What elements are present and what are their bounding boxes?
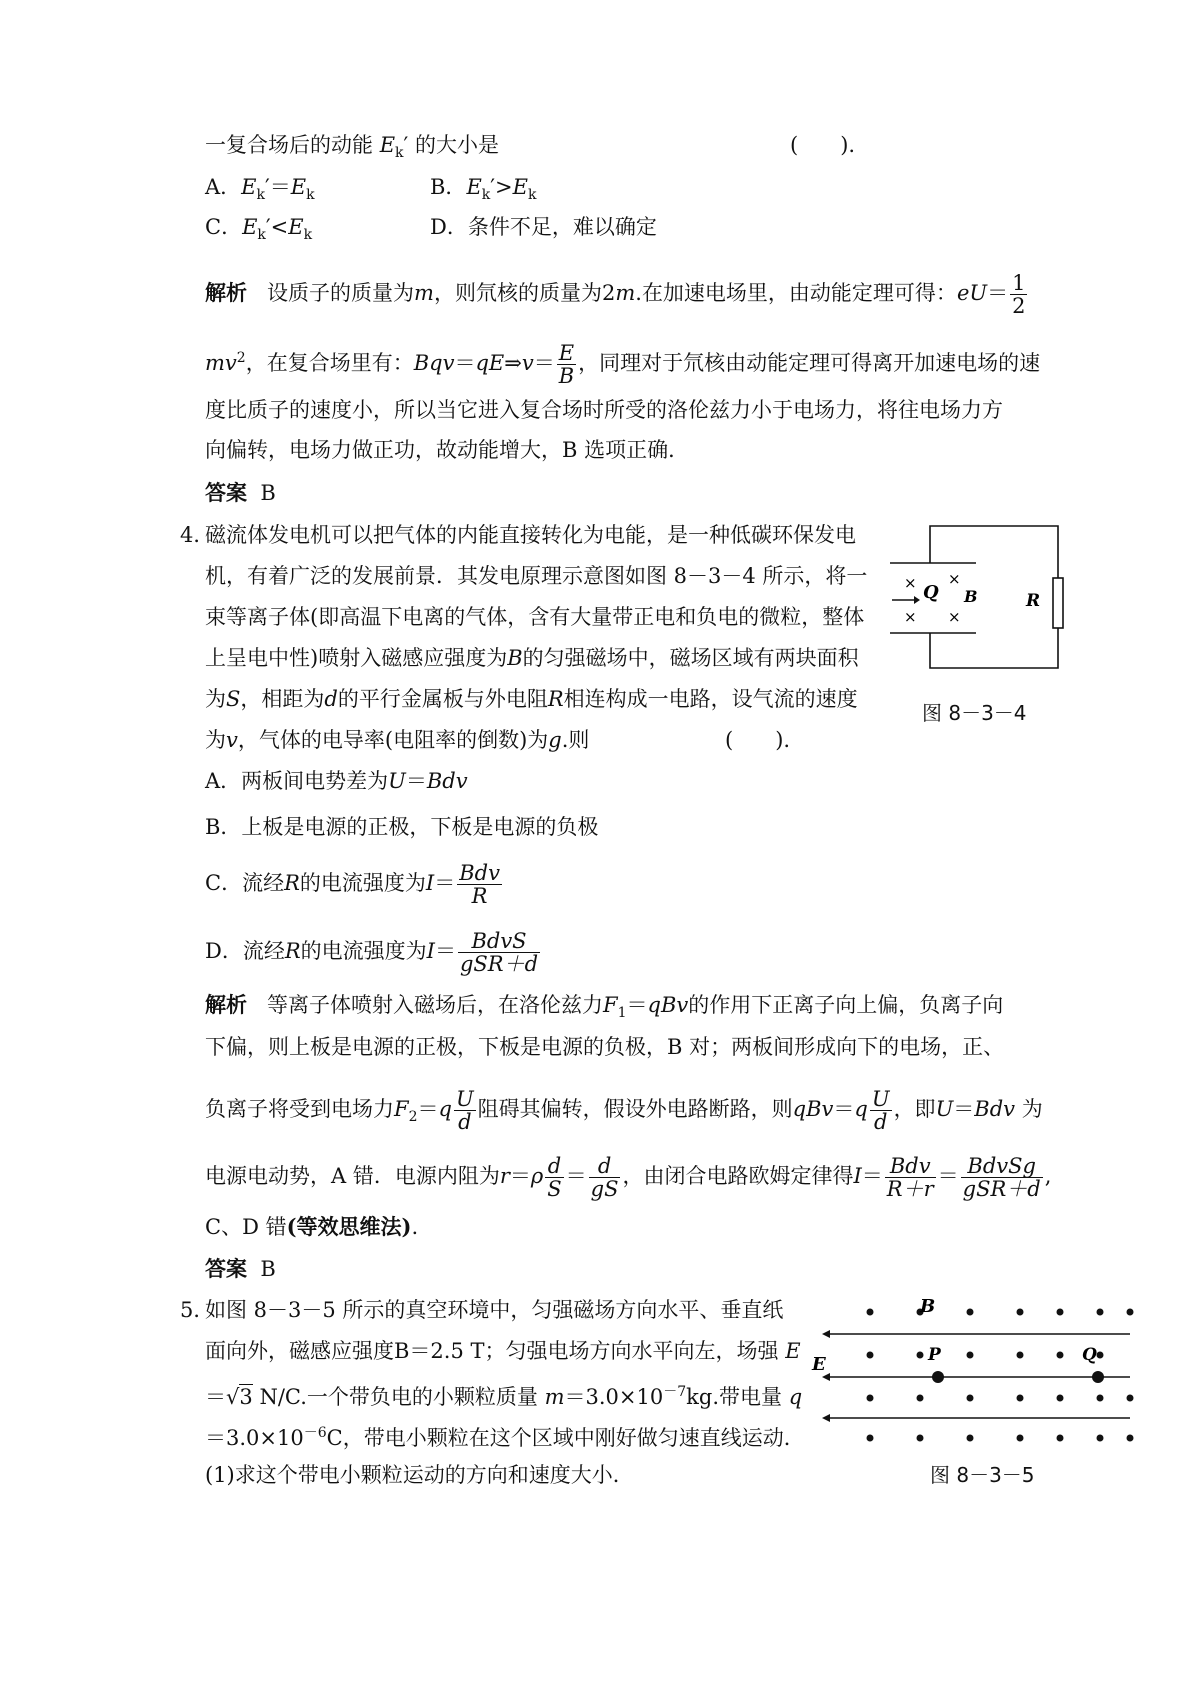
q4-option-d-text: D．流经: [205, 939, 285, 963]
q4-text: 的平行金属板与外电阻: [337, 687, 548, 711]
figure-8-3-5: [810, 1292, 1140, 1452]
figure-8-3-5-caption: 图 8－3－5: [930, 1463, 1035, 1487]
q4-analysis-line-5: [205, 1212, 418, 1242]
q5-question-1: (1)求这个带电小颗粒运动的方向和速度大小．: [205, 1463, 634, 1487]
q3-option-c: C．$E_k'<E_k$: [205, 215, 313, 244]
q4-stem-line-2: 机，有着广泛的发展前景．其发电原理示意图如图 8－3－4 所示，将一: [205, 564, 868, 588]
q4-method-note: (等效思维法): [286, 1214, 412, 1239]
q3-answer: [205, 478, 276, 508]
q5-stem-line-1: 如图 8－3－5 所示的真空环境中，匀强磁场方向水平、垂直纸: [205, 1298, 784, 1322]
q4-analysis-text: 阻碍其偏转，假设外电路断路，则: [477, 1097, 793, 1121]
field-cross-icon: ×: [904, 574, 917, 592]
fraction-d-over-s: $\frac{d}{S}$: [547, 1154, 562, 1201]
q5-text: kg.带电量: [686, 1385, 782, 1409]
field-cross-icon: ×: [948, 570, 961, 588]
q3-analysis-text: ，则氘核的质量为: [433, 281, 602, 305]
q3-stem-line: 一复合场后的动能 $E_k'$ 的大小是: [205, 133, 499, 162]
q3-answer-label: 答案: [205, 480, 247, 505]
q3-answer-value: B: [260, 481, 276, 505]
q3-option-b-label: B．: [430, 175, 467, 199]
field-dot: [1127, 1395, 1134, 1402]
q4-text: 的匀强磁场中，磁场区域有两块面积: [522, 646, 859, 670]
figure-background: [890, 518, 1070, 688]
field-dot: [967, 1309, 974, 1316]
field-dot: [967, 1352, 974, 1359]
q5-stem-line-3: ＝√3 N/C.一个带负电的小颗粒质量 $m=3.0\times 10^{-7}kg$.带电量 q: [205, 1384, 803, 1409]
q5-stem-line-4: $=3.0\times 10^{-6}C$，带电小颗粒在这个区域中刚好做匀速直线运动．: [205, 1425, 805, 1450]
q5-text: ＝3.0×10: [205, 1426, 304, 1450]
q4-text: ，相距为: [240, 687, 325, 711]
q4-option-a-text: A．两板间电势差为: [205, 769, 389, 793]
field-dot: [967, 1435, 974, 1442]
q4-text: .则: [561, 728, 590, 752]
q4-analysis-label: 解析: [205, 992, 247, 1017]
field-cross-icon: ×: [948, 608, 961, 626]
fraction-bdvs-over-gsr-d: $\frac{\text{BdvS}}{\text{gSR＋d}}$: [459, 929, 539, 976]
q5-text: B＝2.5 T: [394, 1339, 485, 1363]
field-dot: [917, 1435, 924, 1442]
field-dot: [867, 1395, 874, 1402]
q4-stem-line-1: 磁流体发电机可以把气体的内能直接转化为电能，是一种低碳环保发电: [205, 523, 856, 547]
field-dot: [1097, 1352, 1104, 1359]
field-dot: [1017, 1435, 1024, 1442]
q4-analysis-line-1: 解析 等离子体喷射入磁场后，在洛伦兹力$F_1=qBv$的作用下正离子向上偏，负离子向: [205, 992, 1004, 1022]
q4-analysis-line-3: 负离子将受到电场力$F_2=q$ $\frac{U}{d}$ 阻碍其偏转，假设外电路断路，则qBv＝q $\frac{U}{d}$ ，即U＝Bdv 为: [205, 1087, 1043, 1134]
q5-text: ；匀强电场方向水平向左，场强: [484, 1339, 779, 1363]
q4-option-c-text: C．流经: [205, 871, 285, 895]
field-dot: [917, 1352, 924, 1359]
q4-option-a: A．两板间电势差为U＝Bdv: [205, 769, 468, 793]
label-b: B: [920, 1296, 936, 1317]
q4-number: 4．: [180, 523, 215, 547]
q3-analysis-text: ，在复合场里有：: [245, 351, 414, 375]
q4-analysis-text: ，即: [893, 1097, 936, 1121]
q4-analysis-line-4: 电源电动势，A 错．电源内阻为r＝ρ $\frac{d}{S}$ ＝ $\frac{d}{gS}$ ，由闭合电路欧姆定律得I＝ $\frac{\text{Bdv}}{R+r}$ ＝ $\frac{\text{BdvSg}}{\text{gSR＋d}}$ ,: [205, 1154, 1052, 1201]
q5-text: N/C.一个带负电的小颗粒质量: [259, 1385, 538, 1409]
q4-answer-value: B: [260, 1257, 276, 1281]
field-dot: [1057, 1435, 1064, 1442]
field-dot: [1127, 1435, 1134, 1442]
field-dot: [1017, 1309, 1024, 1316]
q4-text: 相连构成一电路，设气流的速度: [563, 687, 858, 711]
q3-option-a-label: A．: [205, 175, 242, 199]
q4-option-c: C．流经R的电流强度为I＝ $\frac{\text{Bdv}}{R}$: [205, 861, 500, 908]
q4-stem-line-3: 束等离子体(即高温下电离的气体，含有大量带正电和负电的微粒，整体: [205, 605, 865, 629]
q4-analysis-text: .: [411, 1215, 419, 1239]
fraction-half: $\frac{1}{2}$: [1012, 271, 1026, 318]
q4-text: 上呈电中性)喷射入磁感应强度为: [205, 646, 508, 670]
q4-stem-line-5: 为S，相距为d的平行金属板与外电阻R相连构成一电路，设气流的速度: [205, 687, 858, 711]
q5-text: C，带电小颗粒在这个区域中刚好做匀速直线运动．: [326, 1426, 805, 1450]
q3-option-a: A．$E_k'=E_k$: [205, 175, 315, 204]
q5-stem-line-2: 面向外，磁感应强度B＝2.5 T；匀强电场方向水平向左，场强 E: [205, 1339, 801, 1363]
field-dot: [1017, 1395, 1024, 1402]
q4-stem-line-4: 上呈电中性)喷射入磁感应强度为B的匀强磁场中，磁场区域有两块面积: [205, 646, 859, 670]
q3-analysis-label: 解析: [205, 280, 247, 305]
field-dot: [1097, 1309, 1104, 1316]
q4-text: ，气体的电导率(电阻率的倒数)为: [237, 728, 549, 752]
q4-analysis-text: 负离子将受到电场力: [205, 1097, 394, 1121]
label-q: Q: [923, 582, 939, 603]
label-b: B: [964, 587, 978, 606]
particle-q: [1092, 1371, 1104, 1383]
q5-number: 5．: [180, 1298, 215, 1322]
q4-option-b: B．上板是电源的正极，下板是电源的负极: [205, 815, 599, 839]
q3-stem-text: 一复合场后的动能: [205, 133, 373, 157]
q4-analysis-text: C、D 错: [205, 1215, 287, 1239]
particle-p: [932, 1371, 944, 1383]
q3-analysis-text: ，同理对于氘核由动能定理可得离开加速电场的速: [578, 351, 1041, 375]
q4-analysis-line-2: 下偏，则上板是电源的正极，下板是电源的负极，B 对；两板间形成向下的电场，正、: [205, 1035, 1005, 1059]
q3-option-c-label: C．: [205, 215, 243, 239]
label-q: Q: [1082, 1345, 1097, 1365]
q4-option-d-text: 的电流强度为: [300, 939, 427, 963]
figure-8-3-4: [880, 518, 1080, 688]
fraction-bdvsg-over-gsr-d: $\frac{\text{BdvSg}}{\text{gSR＋d}}$: [962, 1154, 1041, 1201]
q3-answer-paren: ( ).: [790, 133, 856, 157]
q3-analysis-line-1: 解析 设质子的质量为m，则氘核的质量为2m.在加速电场里，由动能定理可得：eU＝ $\frac{1}{2}$: [205, 271, 1026, 318]
field-dot: [1057, 1352, 1064, 1359]
label-r: R: [1026, 591, 1041, 611]
arrow-left-icon: [822, 1414, 830, 1422]
field-dot: [1097, 1395, 1104, 1402]
field-dot: [1057, 1395, 1064, 1402]
field-dot: [867, 1352, 874, 1359]
q4-text: 为: [205, 687, 226, 711]
fraction-u-over-d: $\frac{U}{d}$: [455, 1087, 474, 1134]
field-dot: [867, 1435, 874, 1442]
fraction-bdv-over-r: $\frac{\text{Bdv}}{R}$: [459, 861, 500, 908]
label-p: P: [928, 1345, 941, 1365]
q5-text: ＝: [205, 1385, 226, 1409]
q3-analysis-line-2: $mv^2$，在复合场里有：Bqv＝qE⇒v＝ $\frac{E}{B}$ ，同理对于氘核由动能定理可得离开加速电场的速: [205, 341, 1041, 388]
fraction-bdv-over-r-plus-r: $\frac{\text{Bdv}}{R+r}$: [886, 1154, 934, 1201]
q5-text: 面向外，磁感应强度: [205, 1339, 394, 1363]
q4-stem-line-6: 为v，气体的电导率(电阻率的倒数)为g.则: [205, 728, 590, 752]
label-e: E: [812, 1354, 826, 1375]
q4-option-c-text: 的电流强度为: [299, 871, 426, 895]
q4-analysis-text: 电源电动势，A 错．电源内阻为: [205, 1164, 500, 1188]
q3-analysis-line-3: 度比质子的速度小，所以当它进入复合场时所受的洛伦兹力小于电场力，将往电场力方: [205, 398, 1003, 422]
field-cross-icon: ×: [904, 608, 917, 626]
field-dot: [917, 1395, 924, 1402]
field-dot: [1057, 1309, 1064, 1316]
resistor-icon: [1053, 578, 1063, 628]
field-dot: [1127, 1309, 1134, 1316]
q3-option-b: B．$E_k'>E_k$: [430, 175, 537, 204]
field-dot: [967, 1395, 974, 1402]
q4-analysis-text: 的作用下正离子向上偏，负离子向: [688, 993, 1004, 1017]
q3-option-d: D．条件不足，难以确定: [430, 215, 657, 239]
figure-8-3-4-caption: 图 8－3－4: [922, 701, 1027, 725]
q3-analysis-text: 设质子的质量为: [267, 281, 415, 305]
q3-stem-text-2: 的大小是: [414, 133, 499, 157]
q3-analysis-text: 在加速电场里，由动能定理可得：: [641, 281, 957, 305]
q4-answer: [205, 1254, 276, 1284]
fraction-u-over-d: $\frac{U}{d}$: [871, 1087, 890, 1134]
q4-answer-label: 答案: [205, 1256, 247, 1281]
q4-analysis-text: ，由闭合电路欧姆定律得: [622, 1164, 854, 1188]
q4-text: 为: [205, 728, 226, 752]
fraction-e-over-b: $\frac{E}{B}$: [558, 341, 575, 388]
q4-analysis-text: 为: [1021, 1097, 1043, 1121]
arrow-left-icon: [822, 1330, 830, 1338]
q3-analysis-line-4: 向偏转，电场力做正功，故动能增大，B 选项正确．: [205, 438, 690, 462]
field-dot: [1097, 1435, 1104, 1442]
field-dot: [1017, 1352, 1024, 1359]
q4-analysis-text: 等离子体喷射入磁场后，在洛伦兹力: [267, 993, 604, 1017]
q4-option-d: D．流经R的电流强度为I＝ $\frac{\text{BdvS}}{\text{gSR＋d}}$: [205, 929, 539, 976]
fraction-d-over-gs: $\frac{d}{gS}$: [590, 1154, 619, 1201]
q4-answer-paren: ( ).: [725, 728, 791, 752]
field-dot: [867, 1309, 874, 1316]
